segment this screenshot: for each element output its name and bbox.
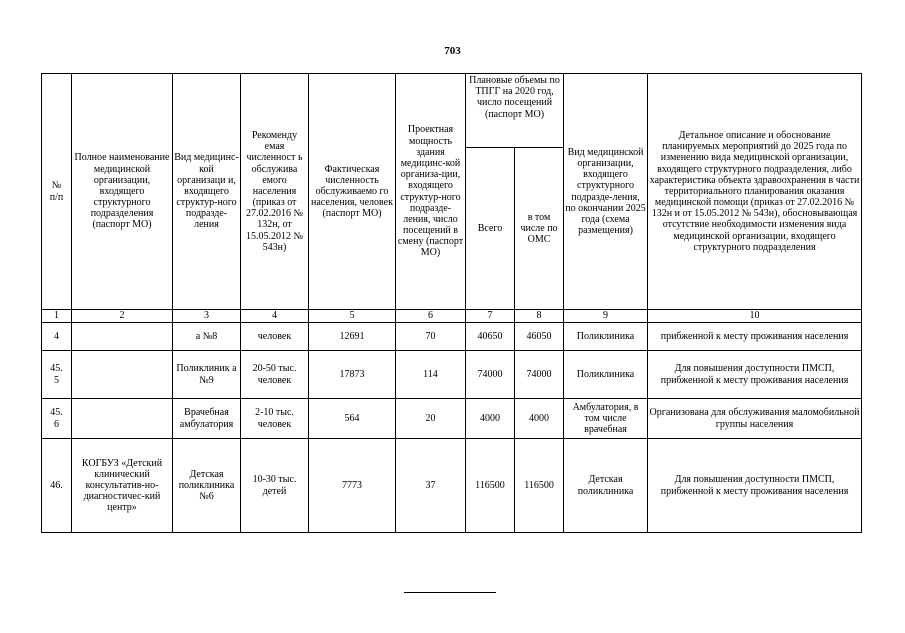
table-row bbox=[42, 439, 862, 533]
row-actual: 564 bbox=[309, 399, 396, 439]
row-org-type: а №8 bbox=[173, 323, 241, 351]
row-org-type: Детская поликлиника №6 bbox=[173, 439, 241, 533]
row-org-name bbox=[72, 399, 173, 439]
header-planned-volumes: Плановые объемы по ТПГГ на 2020 год, число посещений (паспорт МО) bbox=[466, 74, 564, 148]
row-total: 116500 bbox=[466, 439, 515, 533]
header-description: Детальное описание и обоснование планируемых мероприятий до 2025 года по изменению вида медицинской организации, входящего структурного подразделения, либо характеристика объекта здравоохранения в части территориального планирования оказания медицинской помощи (приказ от 27.02.2016 № 132н и от 15.05.2012 № 543н), обосновывающая отсутствие необходимости изменения вида медицинской организации, входящего структурного подразделения bbox=[648, 74, 862, 310]
row-capacity: 37 bbox=[396, 439, 466, 533]
header-recommended-population: Рекоменду емая численност ь обслужива емого населения (приказ от 27.02.2016 № 132н, от 15.05.2012 № 543н) bbox=[241, 74, 309, 310]
row-number: 46. bbox=[42, 439, 72, 533]
row-oms: 74000 bbox=[515, 351, 564, 399]
row-org-name bbox=[72, 323, 173, 351]
row-org-type: Врачебная амбулатория bbox=[173, 399, 241, 439]
header-total: Всего bbox=[466, 148, 515, 310]
row-total: 40650 bbox=[466, 323, 515, 351]
column-number: 1 bbox=[42, 310, 72, 323]
row-type-2025: Поликлиника bbox=[564, 351, 648, 399]
row-oms: 116500 bbox=[515, 439, 564, 533]
column-number-row bbox=[42, 310, 862, 323]
column-number: 2 bbox=[72, 310, 173, 323]
header-oms: в том числе по ОМС bbox=[515, 148, 564, 310]
facilities-table bbox=[41, 73, 862, 533]
row-actual: 12691 bbox=[309, 323, 396, 351]
header-org-type: Вид медицинс-кой организаци и, входящего структур-ного подразде-ления bbox=[173, 74, 241, 310]
row-capacity: 20 bbox=[396, 399, 466, 439]
row-oms: 4000 bbox=[515, 399, 564, 439]
row-type-2025: Поликлиника bbox=[564, 323, 648, 351]
row-description: Организована для обслуживания маломобильной группы населения bbox=[648, 399, 862, 439]
row-description: Для повышения доступности ПМСП, прибженной к месту проживания населения bbox=[648, 439, 862, 533]
column-number: 6 bbox=[396, 310, 466, 323]
row-actual: 7773 bbox=[309, 439, 396, 533]
row-type-2025: Амбулатория, в том числе врачебная bbox=[564, 399, 648, 439]
footer-rule bbox=[404, 592, 496, 593]
row-recommended: 2-10 тыс. человек bbox=[241, 399, 309, 439]
row-org-name bbox=[72, 351, 173, 399]
row-description: прибженной к месту проживания населения bbox=[648, 323, 862, 351]
column-number: 8 bbox=[515, 310, 564, 323]
row-org-name: КОГБУЗ «Детский клинический консультатив-но-диагностичес-кий центр» bbox=[72, 439, 173, 533]
row-number: 45. 6 bbox=[42, 399, 72, 439]
table-row bbox=[42, 399, 862, 439]
row-recommended: 10-30 тыс. детей bbox=[241, 439, 309, 533]
row-recommended: человек bbox=[241, 323, 309, 351]
row-org-type: Поликлиник а №9 bbox=[173, 351, 241, 399]
row-type-2025: Детская поликлиника bbox=[564, 439, 648, 533]
row-capacity: 70 bbox=[396, 323, 466, 351]
row-description: Для повышения доступности ПМСП, прибженной к месту проживания населения bbox=[648, 351, 862, 399]
column-number: 10 bbox=[648, 310, 862, 323]
header-number: № п/п bbox=[42, 74, 72, 310]
header-actual-population: Фактическая численность обслуживаемо го населения, человек (паспорт МО) bbox=[309, 74, 396, 310]
column-number: 3 bbox=[173, 310, 241, 323]
header-design-capacity: Проектная мощность здания медицинс-кой организа-ции, входящего структур-ного подразде-ления, число посещений в смену (паспорт МО) bbox=[396, 74, 466, 310]
column-number: 7 bbox=[466, 310, 515, 323]
row-oms: 46050 bbox=[515, 323, 564, 351]
row-actual: 17873 bbox=[309, 351, 396, 399]
row-number: 4 bbox=[42, 323, 72, 351]
column-number: 9 bbox=[564, 310, 648, 323]
column-number: 4 bbox=[241, 310, 309, 323]
row-capacity: 114 bbox=[396, 351, 466, 399]
row-number: 45. 5 bbox=[42, 351, 72, 399]
row-recommended: 20-50 тыс. человек bbox=[241, 351, 309, 399]
header-type-2025: Вид медицинской организации, входящего структурного подразде-ления, по окончании 2025 года (схема размещения) bbox=[564, 74, 648, 310]
row-total: 4000 bbox=[466, 399, 515, 439]
page-number: 703 bbox=[444, 45, 461, 57]
row-total: 74000 bbox=[466, 351, 515, 399]
header-full-name: Полное наименование медицинской организации, входящего структурного подразделения (паспорт МО) bbox=[72, 74, 173, 310]
column-number: 5 bbox=[309, 310, 396, 323]
table-row bbox=[42, 351, 862, 399]
table-row bbox=[42, 323, 862, 351]
